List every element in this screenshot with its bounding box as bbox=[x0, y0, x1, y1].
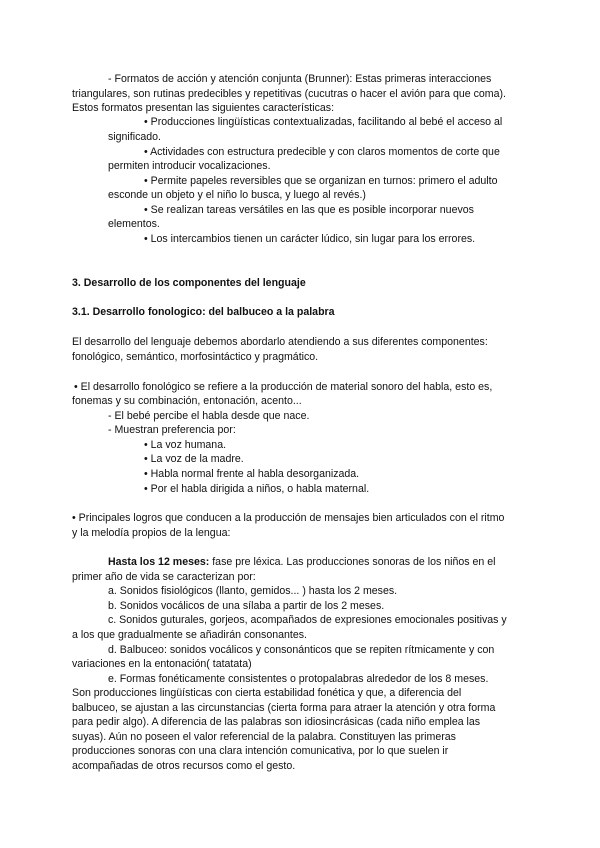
dash-item-1: - El bebé percibe el habla desde que nace. bbox=[108, 410, 310, 422]
preference-bullet-4: • Por el habla dirigida a niños, o habla maternal. bbox=[144, 483, 370, 495]
intro-line-2: triangulares, son rutinas predecibles y repetitivas (cucutras o hacer el avión para que coma). bbox=[72, 88, 506, 100]
preference-bullet-2: • La voz de la madre. bbox=[144, 453, 244, 465]
para3-line-1: • Principales logros que conducen a la producción de mensajes bien articulados con el ritmo bbox=[72, 512, 505, 524]
characteristic-bullet-5: • Los intercambios tienen un carácter lúdico, sin lugar para los errores. bbox=[144, 233, 476, 245]
characteristic-bullet-3: • Permite papeles reversibles que se organizan en turnos: primero el adulto bbox=[144, 175, 498, 187]
characteristic-bullet-3-cont: esconde un objeto y el niño lo busca, y luego al revés.) bbox=[108, 189, 366, 201]
preference-bullet-1: • La voz humana. bbox=[144, 439, 227, 451]
item-e-line-3: balbuceo, se ajustan a las circunstancias (cierta forma para atraer la atención y otra forma bbox=[72, 702, 496, 714]
preference-bullet-3: • Habla normal frente al habla desorganizada. bbox=[144, 468, 360, 480]
para2-line-2: fonemas y su combinación, entonación, acento... bbox=[72, 395, 302, 407]
item-e-line-6: producciones sonoras con una clara intención comunicativa, por lo que suelen ir bbox=[72, 745, 449, 757]
item-c-line-2: a los que gradualmente se añadirán consonantes. bbox=[72, 629, 307, 641]
item-e-line-2: Son producciones lingüísticas con cierta estabilidad fonética y que, a diferencia del bbox=[72, 687, 462, 699]
item-b: b. Sonidos vocálicos de una sílaba a partir de los 2 meses. bbox=[108, 600, 385, 612]
item-d-line-1: d. Balbuceo: sonidos vocálicos y consonánticos que se repiten rítmicamente y con bbox=[108, 644, 495, 656]
characteristic-bullet-1-cont: significado. bbox=[108, 131, 161, 143]
item-c-line-1: c. Sonidos guturales, gorjeos, acompañados de expresiones emocionales positivas y bbox=[108, 614, 507, 626]
para2-line-1: • El desarrollo fonológico se refiere a la producción de material sonoro del habla, esto es, bbox=[74, 381, 493, 393]
item-d-line-2: variaciones en la entonación( tatatata) bbox=[72, 658, 252, 670]
milestone-label: Hasta los 12 meses: bbox=[108, 556, 210, 568]
item-e-line-4: para pedir algo). A diferencia de las palabras son idiosincrásicas (cada niño emplea las bbox=[72, 716, 481, 728]
characteristic-bullet-1: • Producciones lingüísticas contextualizadas, facilitando al bebé el acceso al bbox=[144, 116, 503, 128]
milestone-text: fase pre léxica. Las producciones sonoras de los niños en el bbox=[209, 556, 496, 568]
characteristic-bullet-4: • Se realizan tareas versátiles en las que es posible incorporar nuevos bbox=[144, 204, 474, 216]
milestone-line-2: primer año de vida se caracterizan por: bbox=[72, 571, 256, 583]
dash-item-2: - Muestran preferencia por: bbox=[108, 424, 236, 436]
item-e-line-1: e. Formas fonéticamente consistentes o protopalabras alrededor de los 8 meses. bbox=[108, 673, 489, 685]
section-3-heading: 3. Desarrollo de los componentes del lenguaje bbox=[72, 277, 306, 289]
item-e-line-7: acompañadas de otros recursos como el gesto. bbox=[72, 760, 296, 772]
intro-line-1: - Formatos de acción y atención conjunta (Brunner): Estas primeras interacciones bbox=[108, 73, 492, 85]
item-e-line-5: suyas). Aún no poseen el valor referencial de la palabra. Constituyen las primeras bbox=[72, 731, 456, 743]
characteristic-bullet-4-cont: elementos. bbox=[108, 218, 160, 230]
characteristic-bullet-2-cont: permiten introducir vocalizaciones. bbox=[108, 160, 271, 172]
milestone-line-1 bbox=[108, 555, 496, 570]
item-a: a. Sonidos fisiológicos (llanto, gemidos... ) hasta los 2 meses. bbox=[108, 585, 398, 597]
intro-line-3: Estos formatos presentan las siguientes características: bbox=[72, 102, 335, 114]
section-3-1-heading: 3.1. Desarrollo fonologico: del balbuceo a la palabra bbox=[72, 306, 335, 318]
para1-line-2: fonológico, semántico, morfosintáctico y pragmático. bbox=[72, 351, 319, 363]
para1-line-1: El desarrollo del lenguaje debemos abordarlo atendiendo a sus diferentes componentes: bbox=[72, 336, 488, 348]
para3-line-2: y la melodía propios de la lengua: bbox=[72, 527, 231, 539]
characteristic-bullet-2: • Actividades con estructura predecible y con claros momentos de corte que bbox=[144, 146, 500, 158]
